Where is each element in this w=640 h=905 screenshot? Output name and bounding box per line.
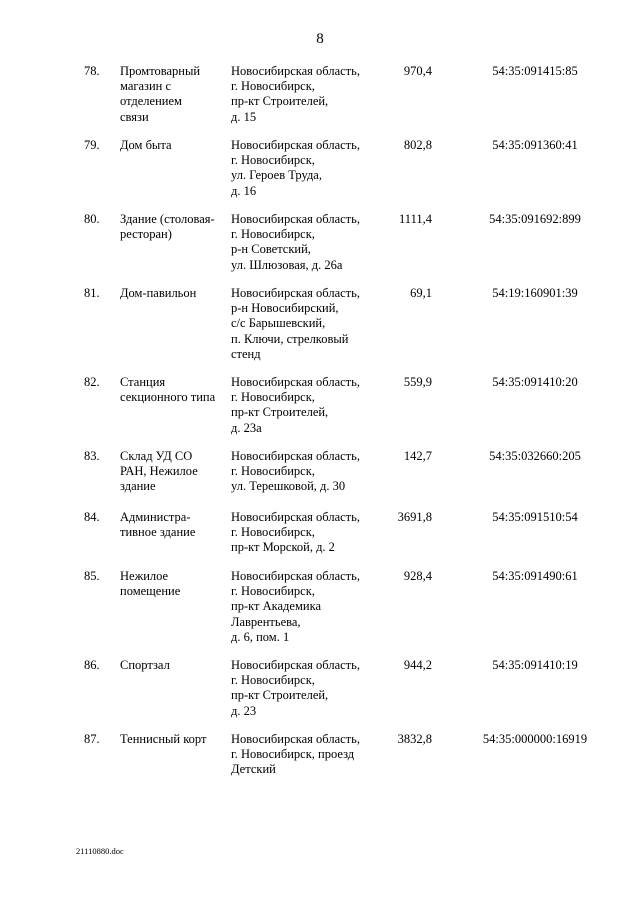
object-address-line: пр-кт Строителей, [231, 688, 329, 703]
object-name-line: Дом-павильон [120, 286, 197, 300]
object-address-line: д. 6, пом. 1 [231, 629, 290, 644]
object-name [120, 375, 230, 405]
object-address-line: д. 23а [231, 420, 262, 435]
object-address-line: Новосибирская область, [231, 212, 360, 226]
object-area: 3832,8 [397, 732, 432, 746]
object-address [231, 569, 381, 645]
object-name-line: Склад УД СО [120, 449, 193, 463]
object-name-line: РАН, Нежилое [120, 464, 198, 479]
object-name-line: Нежилое [120, 569, 169, 583]
object-address-line: Новосибирская область, [231, 658, 360, 672]
object-area: 69,1 [410, 286, 432, 300]
object-address-line: д. 23 [231, 703, 257, 718]
row-number: 85. [84, 569, 100, 583]
object-address-line: г. Новосибирск, [231, 464, 315, 479]
object-address-line: пр-кт Академика [231, 599, 321, 614]
object-address [231, 732, 381, 778]
object-name-line: здание [120, 479, 156, 494]
object-name [120, 212, 230, 242]
cadastral-number: 54:35:091490:61 [492, 569, 578, 583]
object-area: 944,2 [403, 658, 432, 672]
object-address-line: г. Новосибирск, [231, 153, 315, 168]
object-name-line: тивное здание [120, 525, 196, 540]
cadastral-number: 54:35:091410:19 [492, 658, 578, 672]
object-address-line: г. Новосибирск, [231, 79, 315, 94]
object-name-line: Здание (столовая- [120, 212, 215, 226]
object-address-line: г. Новосибирск, [231, 525, 315, 540]
object-address-line: г. Новосибирск, [231, 390, 315, 405]
object-address-line: Новосибирская область, [231, 449, 360, 463]
object-address [231, 64, 381, 125]
cadastral-number: 54:35:091360:41 [492, 138, 578, 152]
object-address-line: ул. Терешковой, д. 30 [231, 479, 346, 494]
object-name-line: связи [120, 109, 149, 124]
row-number: 78. [84, 64, 100, 78]
object-name-line: магазин с [120, 79, 172, 94]
object-address-line: пр-кт Строителей, [231, 405, 329, 420]
cadastral-number: 54:35:091510:54 [492, 510, 578, 524]
object-address [231, 449, 381, 495]
object-name [120, 286, 230, 301]
object-address-line: г. Новосибирск, [231, 227, 315, 242]
object-area: 559,9 [403, 375, 432, 389]
object-address-line: ул. Шлюзовая, д. 26а [231, 257, 343, 272]
object-address-line: Новосибирская область, [231, 732, 360, 746]
row-number: 86. [84, 658, 100, 672]
cadastral-number: 54:35:032660:205 [489, 449, 581, 463]
object-name [120, 449, 230, 495]
object-name-line: Администра- [120, 510, 191, 524]
object-address-line: Лаврентьева, [231, 614, 301, 629]
row-number: 83. [84, 449, 100, 463]
object-area: 928,4 [403, 569, 432, 583]
object-area: 1111,4 [399, 212, 432, 226]
object-address-line: Новосибирская область, [231, 64, 360, 78]
object-address-line: г. Новосибирск, [231, 673, 315, 688]
cadastral-number: 54:19:160901:39 [492, 286, 578, 300]
object-address-line: р-н Советский, [231, 242, 311, 257]
object-address-line: р-н Новосибирский, [231, 301, 339, 316]
object-address-line: Новосибирская область, [231, 569, 360, 583]
object-address-line: Детский [231, 762, 276, 777]
object-name [120, 510, 230, 540]
object-name-line: секционного типа [120, 390, 216, 405]
cadastral-number: 54:35:091415:85 [492, 64, 578, 78]
object-address-line: г. Новосибирск, [231, 584, 315, 599]
object-address-line: Новосибирская область, [231, 286, 360, 300]
object-name-line: ресторан) [120, 227, 172, 242]
object-name-line: Спортзал [120, 658, 170, 672]
object-address-line: пр-кт Строителей, [231, 94, 329, 109]
row-number: 80. [84, 212, 100, 226]
object-name [120, 569, 230, 599]
object-address-line: Новосибирская область, [231, 375, 360, 389]
object-name [120, 732, 230, 747]
object-address-line: Новосибирская область, [231, 510, 360, 524]
object-name [120, 658, 230, 673]
page-number: 8 [316, 31, 324, 47]
row-number: 79. [84, 138, 100, 152]
row-number: 81. [84, 286, 100, 300]
object-name-line: отделением [120, 94, 182, 109]
cadastral-number: 54:35:000000:16919 [482, 732, 588, 746]
object-address-line: ул. Героев Труда, [231, 168, 322, 183]
object-address-line: д. 15 [231, 109, 257, 124]
object-area: 802,8 [403, 138, 432, 152]
object-name-line: Дом быта [120, 138, 172, 152]
object-area: 970,4 [403, 64, 432, 78]
object-address-line: стенд [231, 346, 261, 361]
object-name-line: Теннисный корт [120, 732, 207, 746]
object-name-line: помещение [120, 584, 181, 599]
row-number: 82. [84, 375, 100, 389]
object-address-line: пр-кт Морской, д. 2 [231, 540, 335, 555]
object-address-line: п. Ключи, стрелковый [231, 331, 349, 346]
object-name [120, 64, 230, 125]
object-address [231, 510, 381, 556]
object-address [231, 286, 381, 362]
object-address-line: г. Новосибирск, проезд [231, 747, 355, 762]
cadastral-number: 54:35:091410:20 [492, 375, 578, 389]
object-name [120, 138, 230, 153]
cadastral-number: 54:35:091692:899 [489, 212, 581, 226]
row-number: 87. [84, 732, 100, 746]
row-number: 84. [84, 510, 100, 524]
object-address [231, 375, 381, 436]
footer-filename: 21110880.doc [76, 846, 124, 856]
object-address [231, 658, 381, 719]
object-address [231, 212, 381, 273]
object-name-line: Станция [120, 375, 166, 389]
object-address-line: с/с Барышевский, [231, 316, 326, 331]
object-area: 142,7 [403, 449, 432, 463]
object-address-line: д. 16 [231, 183, 257, 198]
object-area: 3691,8 [397, 510, 432, 524]
object-address-line: Новосибирская область, [231, 138, 360, 152]
object-name-line: Промтоварный [120, 64, 201, 78]
object-address [231, 138, 381, 199]
